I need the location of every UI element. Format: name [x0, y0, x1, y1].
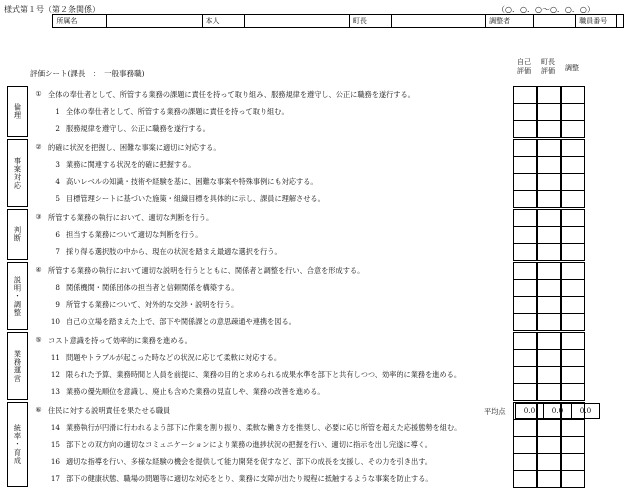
score-self-input[interactable] [513, 383, 537, 401]
score-adjust-input[interactable] [561, 190, 585, 208]
category-label: 説明・調整 [13, 275, 23, 317]
score-adjust-input[interactable] [561, 453, 585, 471]
score-self-input[interactable] [513, 313, 537, 331]
category-label-box [7, 86, 28, 137]
score-cell-heading [537, 139, 561, 157]
col-self-eval: 自己 評価 [517, 58, 531, 75]
item-text: 関係機関・関係団体の担当者と信頼関係を構築する。 [66, 283, 239, 292]
score-adjust-input[interactable] [561, 173, 585, 191]
item-text: 担当する業務について適切な判断を行う。 [66, 230, 203, 239]
category-heading: 所管する業務の執行において適切な説明を行うとともに、関係者と調整を行い、合意を形成する。 [48, 266, 365, 275]
score-mayor-input[interactable] [537, 120, 561, 138]
shokuin-field[interactable] [617, 15, 624, 28]
score-adjust-input[interactable] [561, 419, 585, 437]
score-mayor-input[interactable] [537, 103, 561, 121]
item-number: 13 [50, 387, 60, 396]
category-number: ② [35, 143, 42, 151]
choseisha-field[interactable] [534, 15, 576, 28]
score-self-input[interactable] [513, 103, 537, 121]
item-number: 11 [50, 353, 60, 362]
sheet-title: 評価シート(課長 ： 一般事務職) [30, 69, 145, 78]
score-self-input[interactable] [513, 470, 537, 488]
score-mayor-input[interactable] [537, 419, 561, 437]
score-cell-heading [513, 332, 537, 350]
score-self-input[interactable] [513, 173, 537, 191]
category-label-box [7, 209, 28, 260]
score-self-input[interactable] [513, 156, 537, 174]
score-cell-heading [513, 262, 537, 280]
score-mayor-input[interactable] [537, 383, 561, 401]
score-self-input[interactable] [513, 190, 537, 208]
score-mayor-input[interactable] [537, 279, 561, 297]
item-number: 1 [55, 107, 60, 116]
item-text: 問題やトラブルが起こった時などの状況に応じて柔軟に対応する。 [66, 353, 282, 362]
item-text: 業務に関連する状況を的確に把握する。 [66, 160, 196, 169]
item-text: 部下の健康状態、職場の問題等に適切な対応をとり、業務に支障が出たり規程に抵触するような事案を防止する。 [66, 474, 433, 483]
item-text: 目標管理シートに基づいた施策・組織目標を具体的に示し、課員に理解させる。 [66, 194, 325, 203]
score-adjust-input[interactable] [561, 366, 585, 384]
score-cell-heading [513, 139, 537, 157]
shozoku-field[interactable] [107, 15, 203, 28]
category-label-box [7, 262, 28, 330]
category-number: ③ [35, 213, 42, 221]
score-mayor-input[interactable] [537, 296, 561, 314]
score-self-input[interactable] [513, 279, 537, 297]
shokuin-label: 職員番号 [576, 15, 617, 28]
score-mayor-input[interactable] [537, 366, 561, 384]
category-heading: 住民に対する説明責任を果たせる職員 [48, 406, 171, 415]
score-adjust-input[interactable] [561, 313, 585, 331]
col-adjust: 調整 [565, 64, 579, 72]
item-text: 高いレベルの知識・技術や経験を基に、困難な事案や特殊事例にも対応する。 [66, 177, 318, 186]
item-text: 業務の優先順位を意識し、廃止も含めた業務の見直しや、業務の改善を進める。 [66, 387, 325, 396]
shozoku-label: 所属名 [53, 15, 107, 28]
item-number: 7 [55, 247, 60, 256]
category-number: ⑤ [35, 336, 42, 344]
score-adjust-input[interactable] [561, 226, 585, 244]
item-number: 9 [55, 300, 60, 309]
item-number: 4 [55, 177, 60, 186]
score-adjust-input[interactable] [561, 296, 585, 314]
score-mayor-input[interactable] [537, 243, 561, 261]
score-adjust-input[interactable] [561, 470, 585, 488]
category-label-box [7, 402, 28, 487]
item-number: 17 [50, 474, 60, 483]
item-number: 12 [50, 370, 60, 379]
item-text: 部下との双方向の適切なコミュニケーションにより業務の進捗状況の把握を行い、適切に指示を出し完遂に導く。 [66, 440, 432, 449]
item-text: 服務規律を遵守し、公正に職務を遂行する。 [66, 124, 210, 133]
score-adjust-input[interactable] [561, 103, 585, 121]
score-adjust-input[interactable] [561, 383, 585, 401]
item-number: 5 [55, 194, 60, 203]
item-number: 16 [50, 457, 60, 466]
score-self-input[interactable] [513, 243, 537, 261]
item-text: 全体の奉仕者として、所管する業務の課題に責任を持って取り組む。 [66, 107, 289, 116]
score-cell-heading [561, 209, 585, 227]
average-mayor: 0.0 [543, 403, 572, 419]
category-heading: コスト意識を持って効率的に業務を進める。 [48, 336, 192, 345]
average-self: 0.0 [515, 403, 544, 419]
score-cell-heading [513, 209, 537, 227]
score-adjust-input[interactable] [561, 279, 585, 297]
score-self-input[interactable] [513, 226, 537, 244]
item-text: 適切な指導を行い、多様な経験の機会を提供して能力開発を促すなど、部下の成長を支援し、その力を引き出す。 [66, 457, 432, 466]
category-label: 事案対応 [13, 156, 23, 190]
item-number: 8 [55, 283, 60, 292]
score-mayor-input[interactable] [537, 453, 561, 471]
score-mayor-input[interactable] [537, 470, 561, 488]
score-adjust-input[interactable] [561, 349, 585, 367]
item-text: 限られた予算、業務時間と人員を前提に、業務の目的と求められる成果水準を部下と共有しつつ、効率的に業務を進める。 [66, 370, 462, 379]
score-cell-heading [513, 86, 537, 104]
form-number: 様式第１号（第２条関係） [4, 5, 100, 14]
score-cell-heading [561, 86, 585, 104]
score-adjust-input[interactable] [561, 156, 585, 174]
score-cell-heading [561, 332, 585, 350]
category-label: 業務運営 [13, 349, 23, 383]
score-mayor-input[interactable] [537, 156, 561, 174]
item-number: 2 [55, 124, 60, 133]
score-cell-heading [561, 262, 585, 280]
info-table [4, 14, 624, 28]
item-number: 10 [50, 317, 60, 326]
score-self-input[interactable] [513, 349, 537, 367]
item-text: 自己の立場を踏まえた上で、部下や関係課との意思疎通や連携を図る。 [66, 317, 296, 326]
score-self-input[interactable] [513, 120, 537, 138]
col-mayor-eval: 町長 評価 [541, 58, 555, 75]
choseisha-label: 調整者 [486, 15, 534, 28]
score-cell-heading [537, 209, 561, 227]
score-mayor-input[interactable] [537, 226, 561, 244]
score-cell-heading [537, 86, 561, 104]
score-self-input[interactable] [513, 419, 537, 437]
category-number: ④ [35, 266, 42, 274]
score-adjust-input[interactable] [561, 120, 585, 138]
score-cell-heading [537, 332, 561, 350]
item-number: 6 [55, 230, 60, 239]
honnin-label: 本人 [202, 15, 245, 28]
category-number: ① [35, 90, 42, 98]
category-heading: 的確に状況を把握し、困難な事案に適切に対応する。 [48, 143, 221, 152]
form-version: （○．○．○〜○．○．○） [497, 5, 595, 14]
category-label: 判断 [13, 226, 23, 243]
category-heading: 全体の奉仕者として、所管する業務の課題に責任を持って取り組み、服務規律を遵守し、公正に職務を遂行する。 [48, 90, 415, 99]
item-number: 15 [50, 440, 60, 449]
chocho-label: 町長 [349, 15, 392, 28]
score-mayor-input[interactable] [537, 173, 561, 191]
category-label: 統率・育成 [13, 424, 23, 465]
score-mayor-input[interactable] [537, 349, 561, 367]
category-label-box [7, 139, 28, 207]
item-text: 業務執行が円滑に行われるよう部下に作業を割り振り、柔軟な働き方を推奨し、必要に応じ所管を超えた応援態勢を組む。 [66, 423, 462, 432]
score-mayor-input[interactable] [537, 313, 561, 331]
item-number: 14 [50, 423, 60, 432]
chocho-field[interactable] [392, 15, 486, 28]
average-label: 平均点 [484, 407, 506, 416]
score-self-input[interactable] [513, 453, 537, 471]
category-number: ⑥ [35, 406, 42, 414]
category-heading: 所管する業務の執行において、適切な判断を行う。 [48, 213, 214, 222]
item-text: 採り得る選択肢の中から、現在の状況を踏まえ最適な選択を行う。 [66, 247, 282, 256]
average-adjust: 0.0 [571, 403, 600, 419]
honnin-field[interactable] [245, 15, 350, 28]
score-cell-heading [537, 262, 561, 280]
score-self-input[interactable] [513, 366, 537, 384]
item-number: 3 [55, 160, 60, 169]
category-label-box [7, 332, 28, 400]
score-self-input[interactable] [513, 296, 537, 314]
score-cell-heading [561, 139, 585, 157]
item-text: 所管する業務について、対外的な交渉・説明を行う。 [66, 300, 239, 309]
score-adjust-input[interactable] [561, 243, 585, 261]
score-mayor-input[interactable] [537, 190, 561, 208]
category-label: 倫理 [13, 103, 23, 120]
